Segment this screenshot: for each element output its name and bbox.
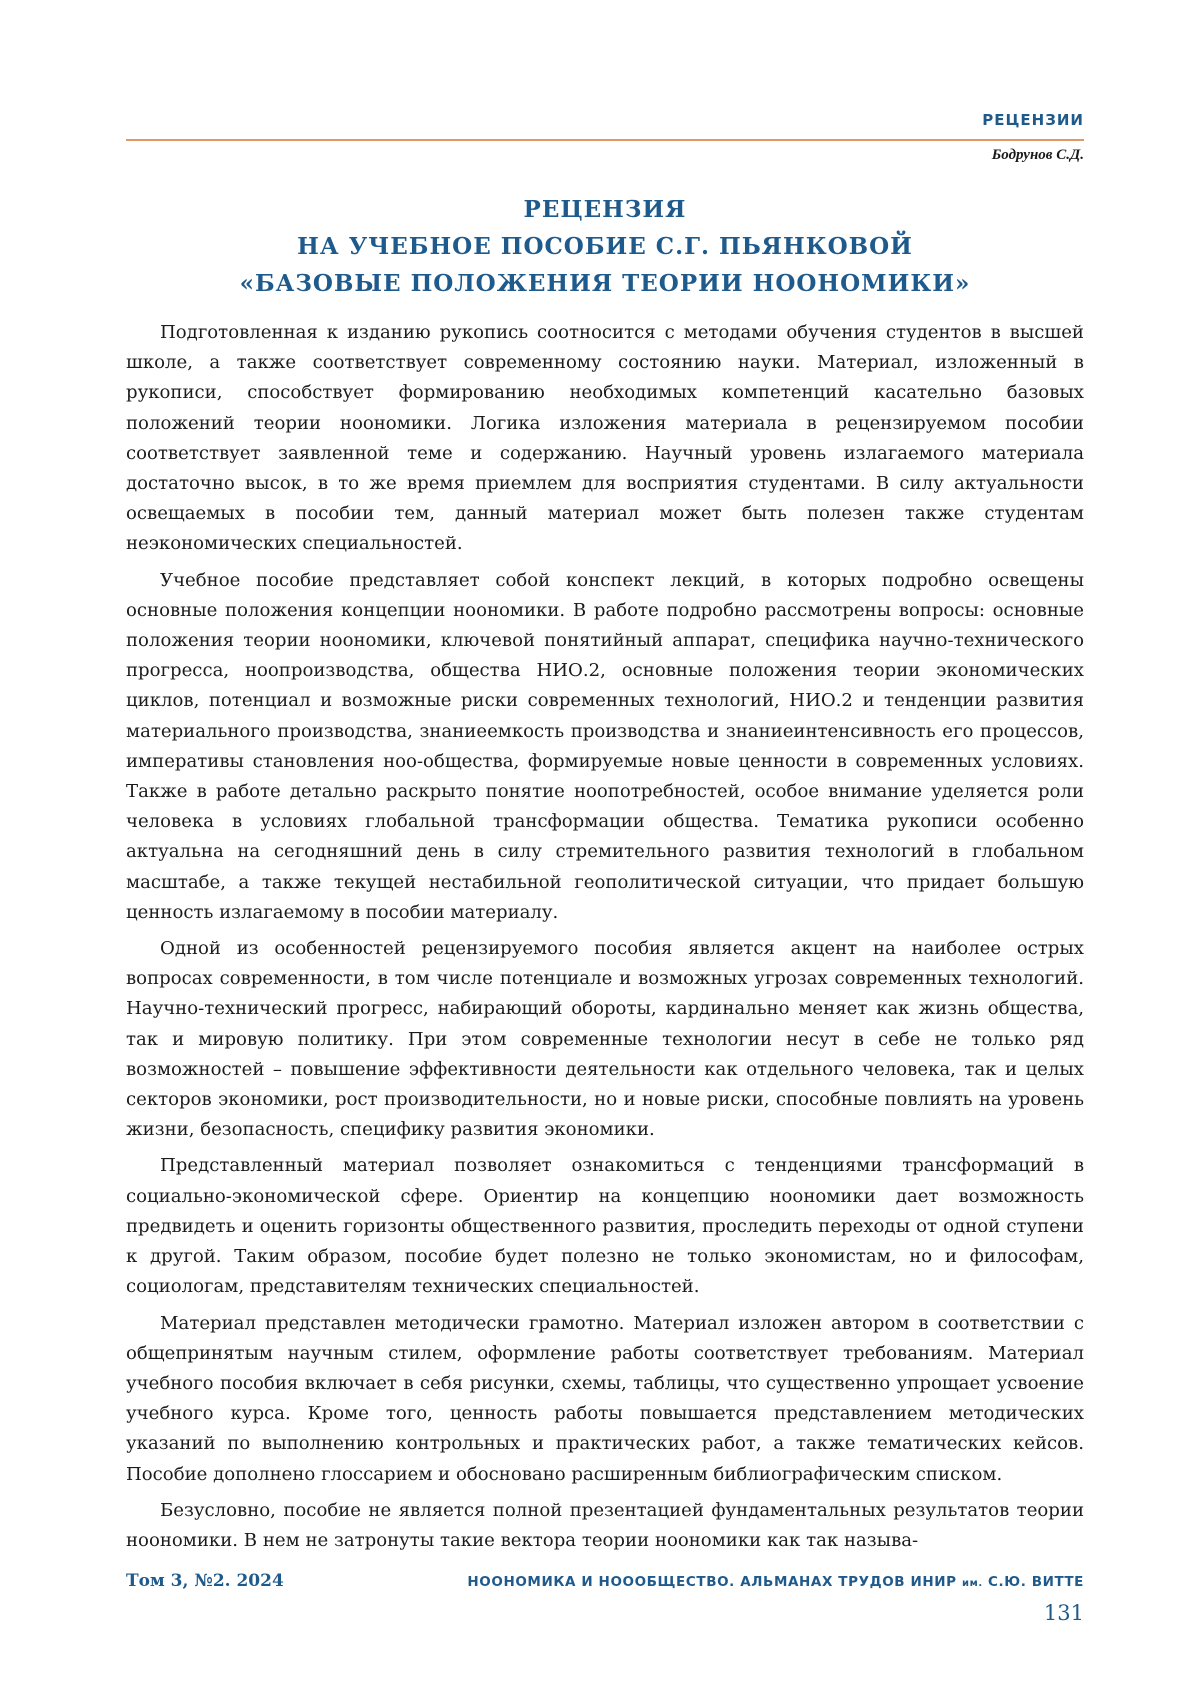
journal-title-part2: С.Ю. ВИТТЕ xyxy=(983,1574,1084,1590)
footer-volume: Том 3, №2. 2024 xyxy=(126,1571,284,1591)
title-line-2: НА УЧЕБНОЕ ПОСОБИЕ С.Г. ПЬЯНКОВОЙ xyxy=(126,228,1084,265)
title-line-1: РЕЦЕНЗИЯ xyxy=(126,191,1084,228)
article-body xyxy=(126,318,1084,1562)
header-divider xyxy=(126,139,1084,141)
journal-title-im: им. xyxy=(962,1578,983,1589)
paragraph: Подготовленная к изданию рукопись соотносится с методами обучения студентов в высшей школе, а также соответствует современному состоянию науки. Материал, изложенный в рукописи, способствует формированию необходимых компетенций касательно базовых положений теории ноономики. Логика изложения материала в рецензируемом пособии соответствует заявленной теме и содержанию. Научный уровень излагаемого материала достаточно высок, в то же время приемлем для восприятия студентами. В силу актуальности освещаемых в пособии тем, данный материал может быть полезен также студентам неэкономических специальностей. xyxy=(126,318,1084,560)
paragraph: Одной из особенностей рецензируемого пособия является акцент на наиболее острых вопросах современности, в том числе потенциале и возможных угрозах современных технологий. Научно-технический прогресс, набирающий обороты, кардинально меняет как жизнь общества, так и мировую политику. При этом современные технологии несут в себе не только ряд возможностей – повышение эффективности деятельности как отдельного человека, так и целых секторов экономики, рост производительности, но и новые риски, способные повлиять на уровень жизни, безопасность, специфику развития экономики. xyxy=(126,934,1084,1145)
section-label: РЕЦЕНЗИИ xyxy=(982,111,1084,129)
author-name: Бодрунов С.Д. xyxy=(992,147,1084,164)
paragraph: Материал представлен методически грамотно. Материал изложен автором в соответствии с общепринятым научным стилем, оформление работы соответствует требованиям. Материал учебного пособия включает в себя рисунки, схемы, таблицы, что существенно упрощает усвоение учебного курса. Кроме того, ценность работы повышается представлением методических указаний по выполнению контрольных и практических работ, а также тематических кейсов. Пособие дополнено глоссарием и обосновано расширенным библиографическим списком. xyxy=(126,1309,1084,1490)
journal-title-part1: НООНОМИКА И НОООБЩЕСТВО. АЛЬМАНАХ ТРУДОВ ИНИР xyxy=(467,1574,962,1590)
title-line-3: «БАЗОВЫЕ ПОЛОЖЕНИЯ ТЕОРИИ НООНОМИКИ» xyxy=(126,265,1084,302)
page-number: 131 xyxy=(1044,1601,1084,1625)
footer-journal-title xyxy=(467,1574,1084,1590)
paragraph: Безусловно, пособие не является полной презентацией фундаментальных результатов теории ноономики. В нем не затронуты такие вектора теории ноономики как так называ- xyxy=(126,1496,1084,1556)
paragraph: Представленный материал позволяет ознакомиться с тенденциями трансформаций в социально-экономической сфере. Ориентир на концепцию ноономики дает возможность предвидеть и оценить горизонты общественного развития, проследить переходы от одной ступени к другой. Таким образом, пособие будет полезно не только экономистам, но и философам, социологам, представителям технических специальностей. xyxy=(126,1151,1084,1302)
article-title xyxy=(126,191,1084,302)
paragraph: Учебное пособие представляет собой конспект лекций, в которых подробно освещены основные положения концепции ноономики. В работе подробно рассмотрены вопросы: основные положения теории ноономики, ключевой понятийный аппарат, специфика научно-технического прогресса, нoопроизводства, общества НИО.2, основные положения теории экономических циклов, потенциал и возможные риски современных технологий, НИО.2 и тенденции развития материального производства, знаниеемкость производства и знаниеинтенсивность его процессов, императивы становления ноо-общества, формируемые новые ценности в современных условиях. Также в работе детально раскрыто понятие ноопотребностей, особое внимание уделяется роли человека в условиях глобальной трансформации общества. Тематика рукописи особенно актуальна на сегодняшний день в силу стремительного развития технологий в глобальном масштабе, а также текущей нестабильной геополитической ситуации, что придает большую ценность излагаемому в пособии материалу. xyxy=(126,566,1084,928)
